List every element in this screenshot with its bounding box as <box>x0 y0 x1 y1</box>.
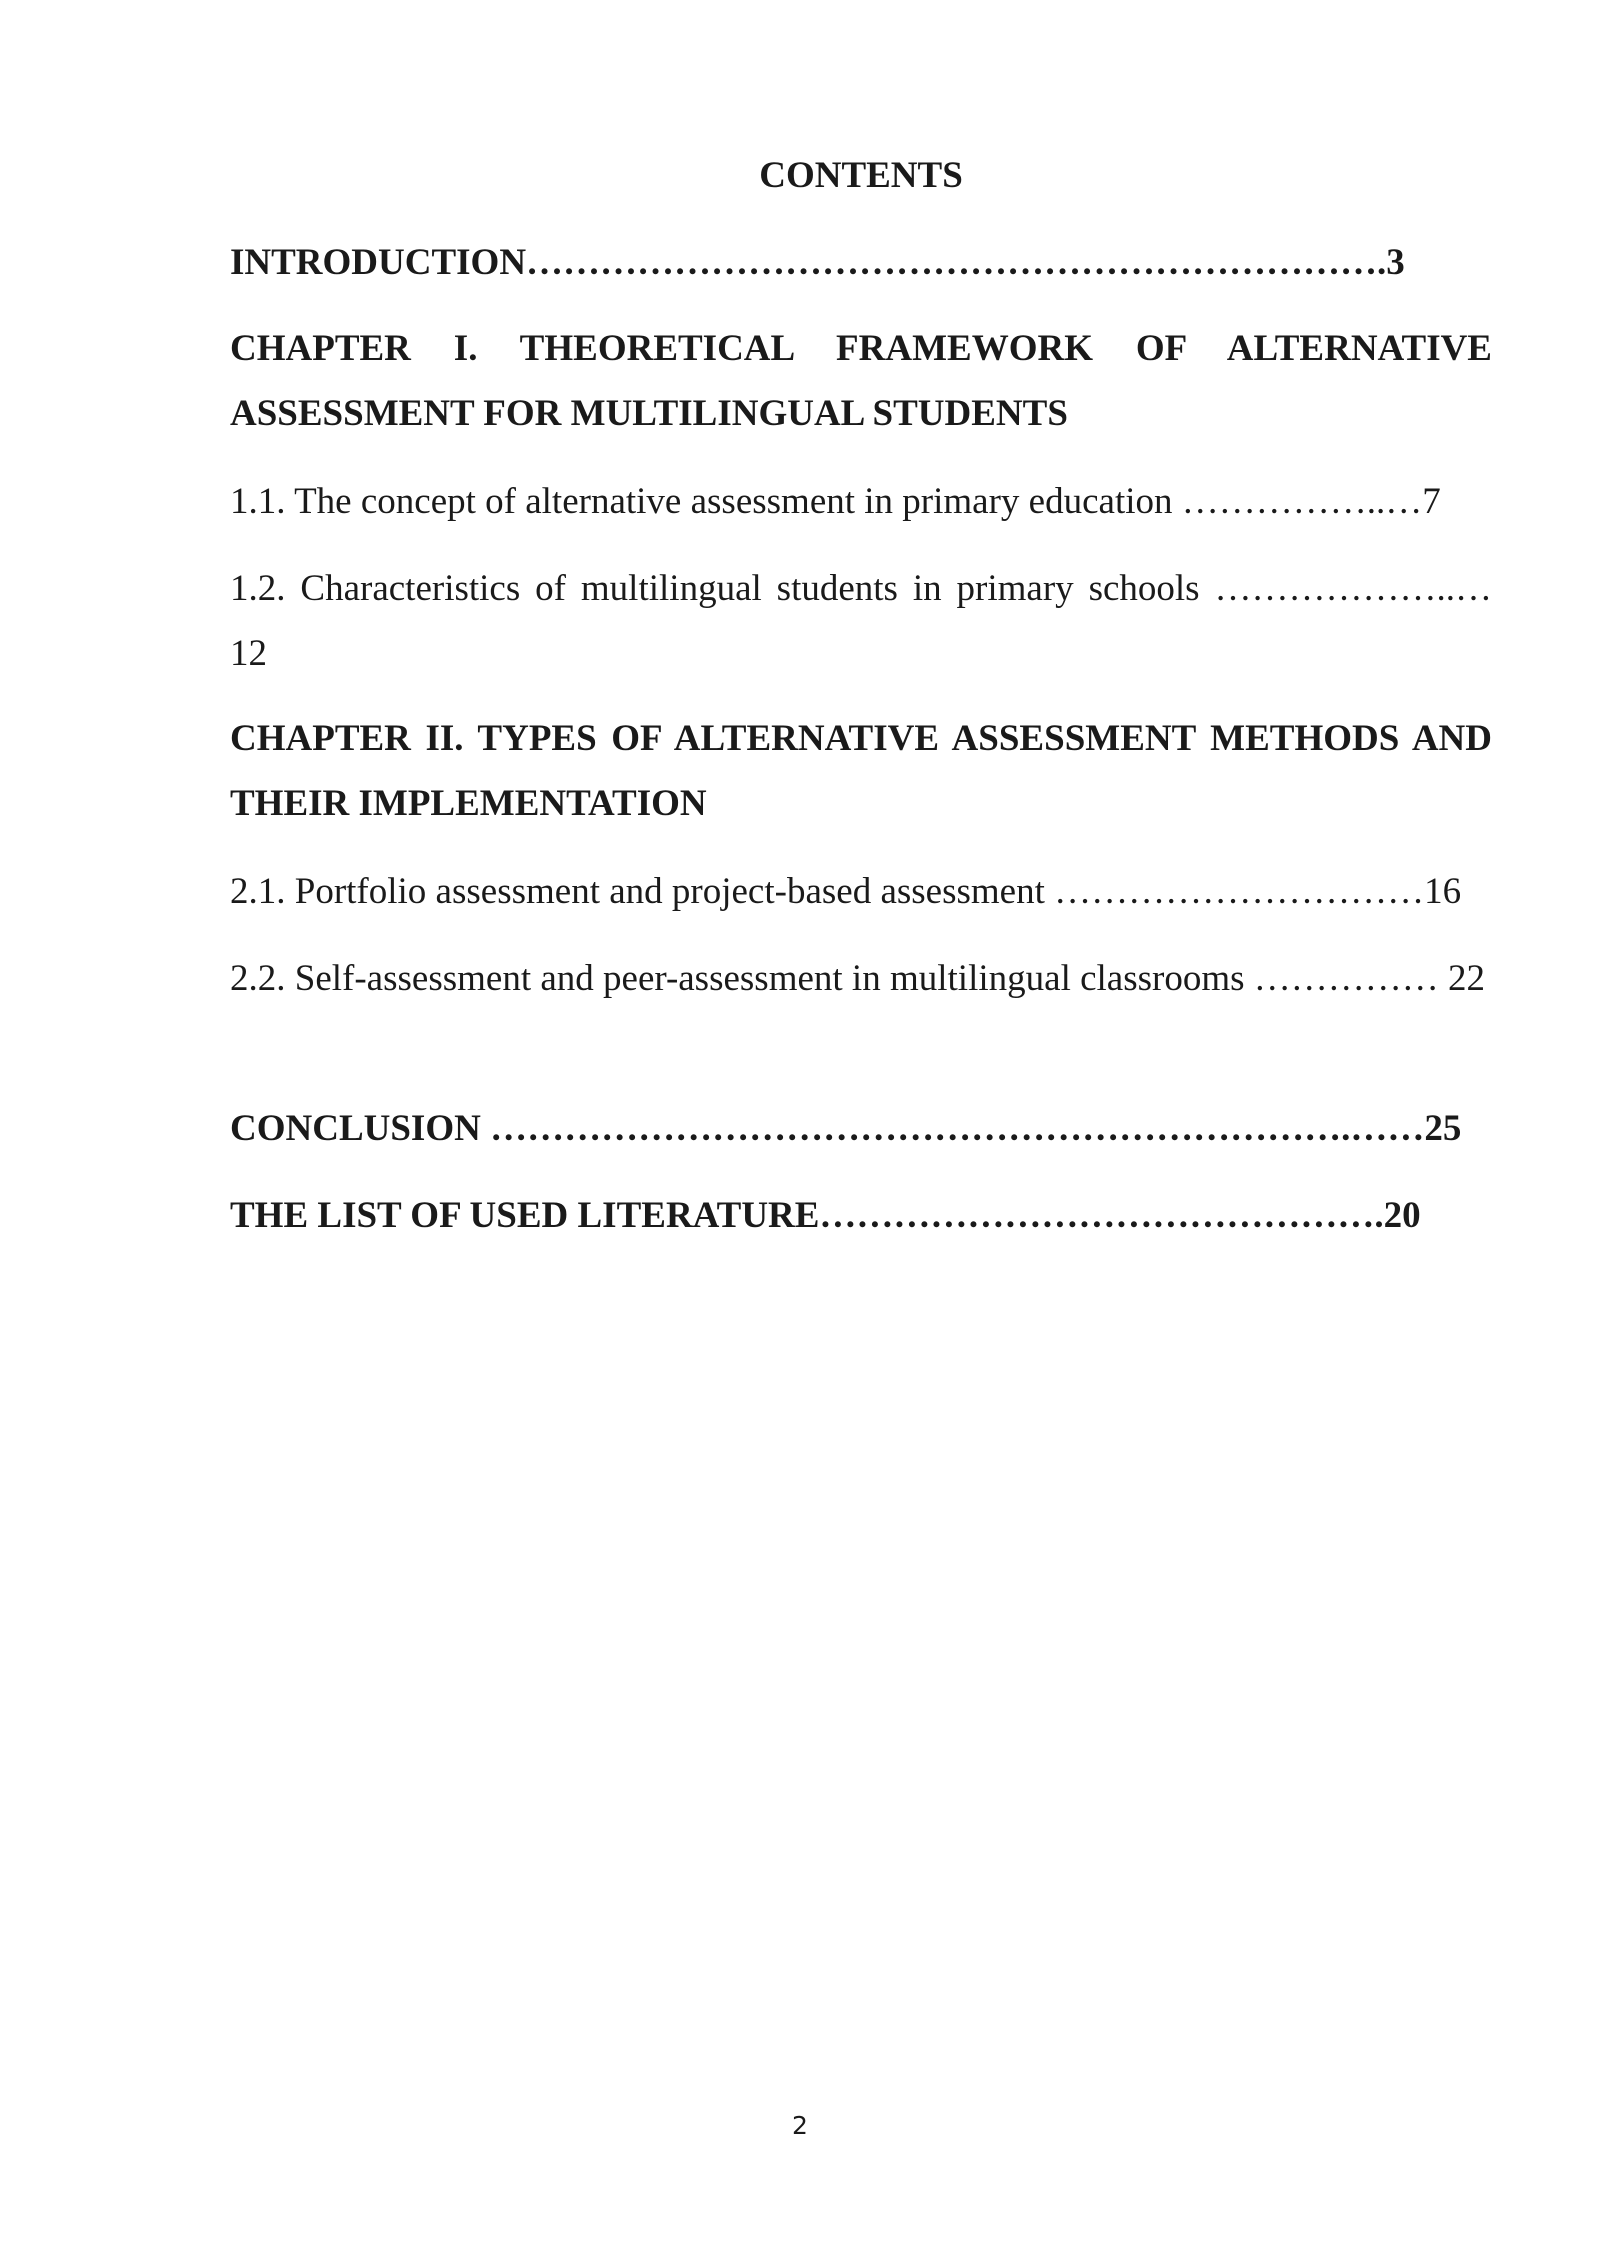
toc-entry-1-2: 1.2. Characteristics of multilingual students in primary schools ………………..… 12 <box>230 568 1492 674</box>
toc-chapter-1-heading: CHAPTER I. THEORETICAL FRAMEWORK OF ALTERNATIVE ASSESSMENT FOR MULTILINGUAL STUDENTS <box>230 328 1492 434</box>
toc-entry-1-1: 1.1. The concept of alternative assessment in primary education ……………..…7 <box>230 481 1441 522</box>
page-number: 2 <box>792 2111 808 2140</box>
toc-entry-2-1: 2.1. Portfolio assessment and project-based assessment …………………………16 <box>230 871 1462 912</box>
contents-title: CONTENTS <box>759 155 963 196</box>
toc-entry-2-2: 2.2. Self-assessment and peer-assessment in multilingual classrooms …………… 22 <box>230 958 1486 999</box>
toc-entry-introduction: INTRODUCTION…………………………………………………………….3 <box>230 242 1405 283</box>
toc-entry-conclusion: CONCLUSION …………………………………………………………….……25 <box>230 1108 1462 1149</box>
toc-chapter-2-heading: CHAPTER II. TYPES OF ALTERNATIVE ASSESSMENT METHODS AND THEIR IMPLEMENTATION <box>230 718 1492 824</box>
toc-entry-literature: THE LIST OF USED LITERATURE……………………………………….20 <box>230 1195 1421 1236</box>
